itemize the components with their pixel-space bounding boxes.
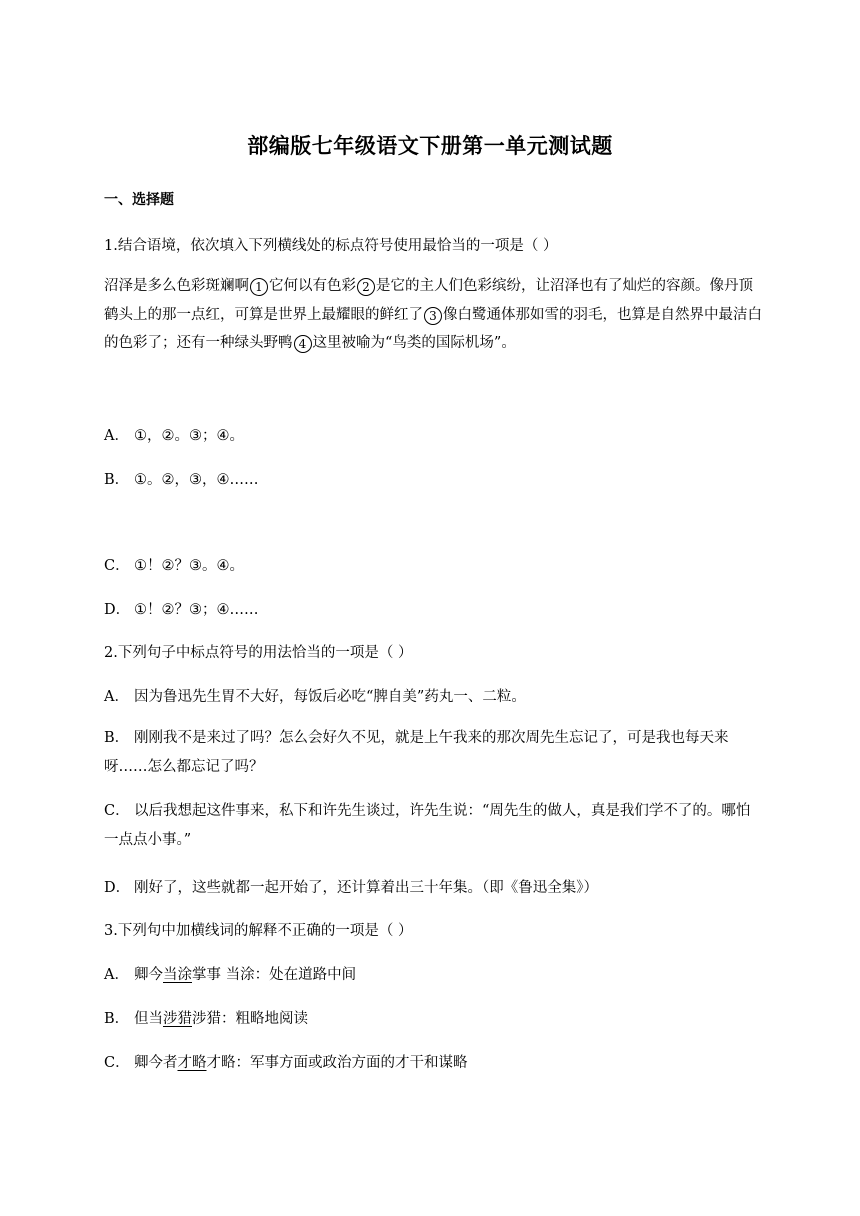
question-1-option-a: A． ①，②。③；④。 xyxy=(104,428,244,444)
question-3-option-a: A． 卿今当涂掌事 当涂：处在道路中间 xyxy=(104,967,357,983)
question-3-option-c: C． 卿今者才略才略：军事方面或政治方面的才干和谋略 xyxy=(104,1055,468,1071)
question-1-option-b: B． ①。②，③，④…… xyxy=(104,472,259,488)
document-title: 部编版七年级语文下册第一单元测试题 xyxy=(247,134,613,158)
question-2-option-d: D． 刚好了，这些就都一起开始了，还计算着出三十年集。（即《鲁迅全集》） xyxy=(104,880,598,896)
question-2-option-c: C． 以后我想起这件事来，私下和许先生谈过，许先生说：“周先生的做人，真是我们学不了的。哪怕一点点小事。” xyxy=(104,803,751,848)
underlined-word: 才略 xyxy=(177,1055,207,1071)
question-2-stem: 2.下列句子中标点符号的用法恰当的一项是（ ） xyxy=(104,645,413,661)
blank-marker-2: 2 xyxy=(357,278,375,296)
question-2-option-b: B． 刚刚我不是来过了吗？怎么会好久不见，就是上午我来的那次周先生忘记了，可是我也每天来呀……怎么都忘记了吗？ xyxy=(104,730,729,775)
question-1-option-c: C． ①！②？③。④。 xyxy=(104,558,244,574)
question-3-option-b: B． 但当涉猎涉猎：粗略地阅读 xyxy=(104,1011,308,1027)
underlined-word: 涉猎 xyxy=(163,1011,192,1027)
blank-marker-3: 3 xyxy=(424,307,442,325)
blank-marker-1: 1 xyxy=(250,278,268,296)
blank-marker-4: 4 xyxy=(294,335,312,353)
question-1-option-d: D． ①！②？③；④…… xyxy=(104,602,259,618)
question-1-stem: 1.结合语境，依次填入下列横线处的标点符号使用最恰当的一项是（ ） xyxy=(104,238,558,254)
question-3-stem: 3.下列句中加横线词的解释不正确的一项是（ ） xyxy=(104,923,413,939)
question-1-passage: 沼泽是多么色彩斑斓啊 1 它何以有色彩 2 是它的主人们色彩缤纷，让沼泽也有了灿烂的容颜。像丹顶鹤头上的那一点红，可算是世界上最耀眼的鲜红了 3 像白鹭通体那如雪的羽毛，也算是自然界中最洁白的色彩了；还有一种绿头野鸭 4 这里被喻为“鸟类的国际机场”。 xyxy=(104,278,762,351)
underlined-word: 当涂 xyxy=(163,967,192,983)
section-heading: 一、选择题 xyxy=(104,192,174,208)
question-2-option-a: A． 因为鲁迅先生胃不大好，每饭后必吃“脾自美”药丸一、二粒。 xyxy=(104,689,526,705)
